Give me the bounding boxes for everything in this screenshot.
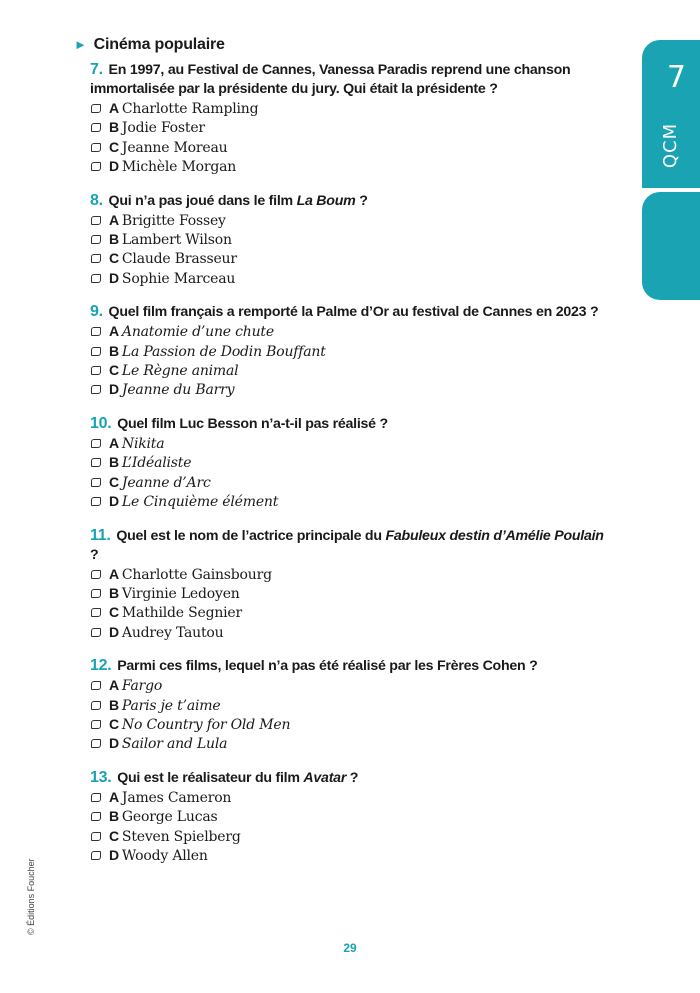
option-text: Audrey Tautou: [121, 624, 224, 641]
option-d[interactable]: [90, 269, 610, 288]
question-number: 7.: [90, 61, 103, 78]
question-title-italic: La Boum: [296, 192, 356, 209]
question-text-part: Quel est le nom de l’actrice principale du: [116, 527, 386, 544]
question-number: 12.: [90, 657, 112, 675]
option-text: James Cameron: [121, 789, 232, 806]
question-text-part: Qui est le réalisateur du film: [117, 769, 304, 786]
question-number: 11.: [90, 526, 111, 544]
option-letter: D: [109, 158, 119, 175]
checkbox-icon[interactable]: [91, 681, 101, 690]
option-letter: A: [109, 323, 119, 340]
chapter-number: 7: [666, 60, 686, 95]
option-a[interactable]: [90, 788, 610, 807]
question-7: [90, 60, 610, 177]
section-title: [74, 36, 225, 54]
option-text: Steven Spielberg: [121, 828, 241, 845]
checkbox-icon[interactable]: [91, 739, 101, 748]
page-number: 29: [343, 941, 357, 955]
question-text: [90, 60, 610, 99]
option-c[interactable]: [90, 138, 610, 157]
option-b[interactable]: [90, 342, 610, 361]
question-text-part: Parmi ces films, lequel n’a pas été réalisé par les Frères Cohen ?: [117, 658, 538, 675]
option-letter: C: [109, 362, 119, 379]
option-text: Nikita: [121, 435, 165, 452]
checkbox-icon[interactable]: [91, 628, 101, 637]
option-letter: C: [109, 250, 119, 267]
option-letter: A: [109, 100, 119, 116]
checkbox-icon[interactable]: [91, 439, 101, 448]
option-text: Jeanne du Barry: [121, 382, 235, 399]
option-text: Woody Allen: [121, 847, 208, 864]
question-text: [90, 302, 610, 322]
option-a[interactable]: [90, 99, 610, 118]
checkbox-icon[interactable]: [91, 385, 101, 394]
question-text: [90, 526, 610, 565]
option-b[interactable]: [90, 584, 610, 603]
checkbox-icon[interactable]: [91, 570, 101, 579]
option-letter: B: [109, 231, 119, 248]
checkbox-icon[interactable]: [91, 274, 101, 283]
checkbox-icon[interactable]: [91, 793, 101, 802]
quiz-content: [90, 60, 610, 879]
question-number: 10.: [90, 414, 112, 432]
option-letter: C: [109, 138, 119, 155]
question-12: [90, 656, 610, 754]
checkbox-icon[interactable]: [91, 123, 101, 132]
checkbox-icon[interactable]: [91, 458, 101, 467]
option-letter: D: [109, 493, 119, 510]
question-13: [90, 768, 610, 866]
question-text: [90, 656, 610, 676]
option-a[interactable]: [90, 434, 610, 453]
question-8: [90, 191, 610, 289]
option-b[interactable]: [90, 118, 610, 137]
triangle-bullet-icon: ►: [74, 37, 87, 52]
option-a[interactable]: [90, 676, 610, 695]
option-letter: C: [109, 604, 119, 621]
question-9: [90, 302, 610, 400]
checkbox-icon[interactable]: [91, 104, 101, 113]
option-text: George Lucas: [121, 809, 218, 826]
option-letter: C: [109, 827, 119, 844]
option-text: Claude Brasseur: [121, 251, 237, 268]
option-b[interactable]: [90, 230, 610, 249]
checkbox-icon[interactable]: [91, 608, 101, 617]
option-text: Le Cinquième élément: [121, 494, 279, 511]
copyright-notice: © Éditions Foucher: [26, 858, 36, 935]
option-c[interactable]: [90, 715, 610, 734]
option-c[interactable]: [90, 361, 610, 380]
option-d[interactable]: [90, 492, 610, 511]
option-letter: C: [109, 715, 119, 732]
checkbox-icon[interactable]: [91, 162, 101, 171]
checkbox-icon[interactable]: [91, 812, 101, 821]
option-letter: D: [109, 269, 119, 286]
option-text: No Country for Old Men: [121, 716, 291, 733]
option-text: L’Idéaliste: [121, 455, 192, 472]
option-text: Charlotte Gainsbourg: [121, 566, 272, 583]
question-text-part: Qui n’a pas joué dans le film: [108, 192, 297, 209]
checkbox-icon[interactable]: [91, 497, 101, 506]
checkbox-icon[interactable]: [91, 254, 101, 263]
question-text-part: Quel film français a remporté la Palme d’Or au festival de Cannes en 2023 ?: [108, 304, 599, 321]
question-number: 8.: [90, 191, 103, 209]
checkbox-icon[interactable]: [91, 143, 101, 152]
option-letter: A: [109, 565, 119, 582]
option-letter: B: [109, 454, 119, 471]
checkbox-icon[interactable]: [91, 216, 101, 225]
option-text: Mathilde Segnier: [121, 605, 243, 622]
question-title-italic: Fabuleux destin d’Amélie Poulain: [385, 527, 604, 544]
option-letter: D: [109, 623, 119, 640]
option-c[interactable]: [90, 827, 610, 846]
option-text: Anatomie d’une chute: [121, 324, 274, 341]
option-letter: A: [109, 677, 119, 694]
option-c[interactable]: [90, 603, 610, 622]
question-text-part: ?: [90, 546, 99, 563]
checkbox-icon[interactable]: [91, 701, 101, 710]
option-a[interactable]: [90, 211, 610, 230]
option-letter: A: [109, 211, 119, 228]
question-text-part: ?: [355, 192, 368, 209]
option-d[interactable]: [90, 623, 610, 642]
option-letter: B: [109, 808, 119, 825]
checkbox-icon[interactable]: [91, 851, 101, 860]
option-d[interactable]: [90, 157, 610, 176]
question-11: [90, 526, 610, 643]
option-text: Lambert Wilson: [121, 232, 232, 249]
question-number: 9.: [90, 303, 103, 321]
option-text: Charlotte Rampling: [121, 101, 259, 117]
option-letter: D: [109, 846, 119, 863]
checkbox-icon[interactable]: [91, 720, 101, 729]
option-a[interactable]: [90, 565, 610, 584]
checkbox-icon[interactable]: [91, 327, 101, 336]
option-text: La Passion de Dodin Bouffant: [121, 343, 326, 360]
option-letter: B: [109, 584, 119, 601]
option-letter: B: [109, 696, 119, 713]
question-text: [90, 191, 610, 211]
option-letter: C: [109, 473, 119, 490]
option-letter: A: [109, 434, 119, 451]
option-text: Le Règne animal: [121, 363, 239, 380]
option-text: Brigitte Fossey: [121, 212, 226, 229]
question-text-part: ?: [346, 769, 359, 786]
option-text: Sailor and Lula: [121, 736, 228, 753]
option-d[interactable]: [90, 734, 610, 753]
option-text: Jodie Foster: [121, 120, 205, 137]
question-text: [90, 768, 610, 788]
checkbox-icon[interactable]: [91, 235, 101, 244]
option-text: Jeanne d’Arc: [121, 474, 211, 491]
option-d[interactable]: [90, 846, 610, 865]
option-letter: B: [109, 119, 119, 136]
section-title-text: Cinéma populaire: [93, 36, 225, 53]
option-letter: B: [109, 342, 119, 359]
option-a[interactable]: [90, 322, 610, 341]
option-text: Sophie Marceau: [121, 270, 236, 287]
question-number: 13.: [90, 768, 112, 786]
question-text-part: En 1997, au Festival de Cannes, Vanessa Paradis reprend une chanson immortalisée par la présidente du jury. Qui était la présidente ?: [90, 62, 571, 97]
checkbox-icon[interactable]: [91, 478, 101, 487]
option-letter: D: [109, 735, 119, 752]
option-c[interactable]: [90, 473, 610, 492]
option-b[interactable]: [90, 453, 610, 472]
chapter-label: [642, 118, 700, 172]
question-text-part: Quel film Luc Besson n’a-t-il pas réalisé ?: [117, 415, 388, 432]
question-title-italic: Avatar: [303, 769, 347, 786]
option-b[interactable]: [90, 696, 610, 715]
option-text: Paris je t’aime: [121, 697, 221, 714]
option-text: Jeanne Moreau: [121, 139, 228, 156]
option-text: Michèle Morgan: [121, 159, 237, 176]
checkbox-icon[interactable]: [91, 589, 101, 598]
option-d[interactable]: [90, 380, 610, 399]
question-text: [90, 414, 610, 434]
checkbox-icon[interactable]: [91, 347, 101, 356]
option-c[interactable]: [90, 249, 610, 268]
checkbox-icon[interactable]: [91, 366, 101, 375]
option-letter: A: [109, 788, 119, 805]
option-text: Virginie Ledoyen: [121, 585, 240, 602]
chapter-tab-lower: [642, 192, 700, 300]
option-text: Fargo: [121, 678, 163, 695]
option-b[interactable]: [90, 807, 610, 826]
option-letter: D: [109, 381, 119, 398]
chapter-label-text: QCM: [660, 122, 682, 168]
checkbox-icon[interactable]: [91, 832, 101, 841]
question-10: [90, 414, 610, 512]
